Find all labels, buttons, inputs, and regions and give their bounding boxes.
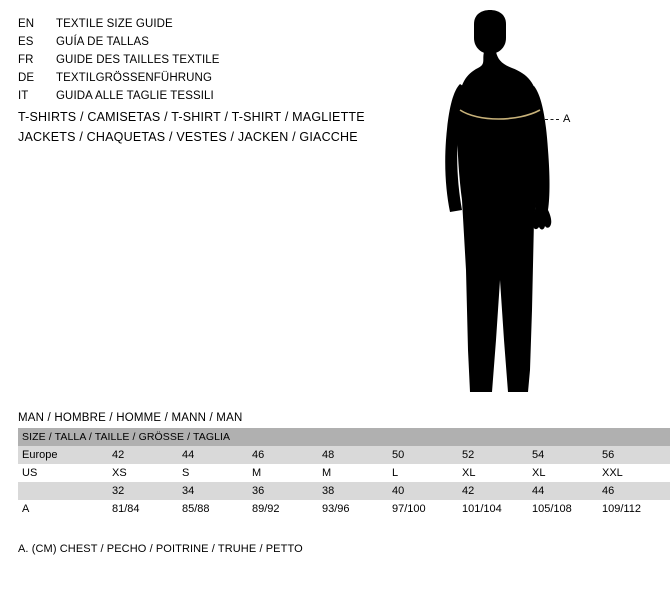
language-text: GUIDE DES TAILLES TEXTILE: [56, 54, 220, 66]
category-list: [18, 110, 438, 150]
table-row: [18, 446, 670, 464]
table-cell: M: [252, 467, 262, 479]
table-cell: 101/104: [462, 503, 502, 515]
footnote-chest-measure: A. (CM) CHEST / PECHO / POITRINE / TRUHE / PETTO: [18, 543, 303, 555]
table-header-row: [18, 428, 670, 446]
row-label: Europe: [22, 449, 58, 461]
table-header-cell: SIZE / TALLA / TAILLE / GRÖSSE / TAGLIA: [22, 431, 231, 443]
table-cell: 42: [462, 485, 475, 497]
language-code: FR: [18, 54, 34, 66]
language-row: [18, 72, 378, 90]
table-cell: XL: [532, 467, 546, 479]
language-code: EN: [18, 18, 35, 30]
category-tshirts: T-SHIRTS / CAMISETAS / T-SHIRT / T-SHIRT / MAGLIETTE: [18, 110, 365, 124]
language-code: ES: [18, 36, 34, 48]
table-cell: L: [392, 467, 399, 479]
language-text: TEXTILE SIZE GUIDE: [56, 18, 173, 30]
table-cell: 44: [182, 449, 195, 461]
table-cell: 44: [532, 485, 545, 497]
man-silhouette-figure: [400, 10, 600, 405]
table-cell: 109/112: [602, 503, 641, 515]
table-header-cell: [250, 428, 320, 446]
table-cell: 46: [252, 449, 265, 461]
size-table: [18, 428, 670, 518]
table-header-cell: [320, 428, 390, 446]
table-cell: 52: [462, 449, 475, 461]
silhouette-icon: [400, 10, 600, 405]
language-text: GUÍA DE TALLAS: [56, 36, 150, 48]
table-cell: 42: [112, 449, 125, 461]
language-code: IT: [18, 90, 29, 102]
table-cell: 85/88: [182, 503, 210, 515]
language-text: GUIDA ALLE TAGLIE TESSILI: [56, 90, 214, 102]
language-row: [18, 36, 378, 54]
table-cell: M: [322, 467, 332, 479]
table-cell: XL: [462, 467, 476, 479]
language-code: DE: [18, 72, 35, 84]
table-title: MAN / HOMBRE / HOMME / MANN / MAN: [18, 412, 243, 424]
row-label: [18, 482, 110, 500]
language-row: [18, 18, 378, 36]
category-jackets: JACKETS / CHAQUETAS / VESTES / JACKEN / GIACCHE: [18, 130, 358, 144]
table-cell: S: [182, 467, 190, 479]
table-cell: 46: [602, 485, 615, 497]
table-cell: 36: [252, 485, 265, 497]
row-label: A: [22, 503, 30, 515]
table-cell: 97/100: [392, 503, 426, 515]
table-row: [18, 500, 670, 518]
language-list: [18, 18, 378, 108]
table-cell: 56: [602, 449, 615, 461]
table-cell: 54: [532, 449, 545, 461]
table-cell: 50: [392, 449, 405, 461]
table-cell: 81/84: [112, 503, 140, 515]
table-header-cell: [600, 428, 670, 446]
table-cell: 105/108: [532, 503, 572, 515]
measure-leader-line: [545, 119, 559, 120]
table-cell: XXL: [602, 467, 623, 479]
table-row: [18, 464, 670, 482]
measure-label-a: A: [563, 113, 571, 125]
table-cell: 89/92: [252, 503, 280, 515]
table-cell: XS: [112, 467, 127, 479]
table-cell: 32: [112, 485, 125, 497]
table-cell: 93/96: [322, 503, 350, 515]
table-header-cell: [530, 428, 600, 446]
language-text: TEXTILGRÖSSENFÜHRUNG: [56, 72, 212, 84]
table-header-cell: [390, 428, 460, 446]
table-row: [18, 482, 670, 500]
table-cell: 38: [322, 485, 335, 497]
table-cell: 40: [392, 485, 405, 497]
language-row: [18, 90, 378, 108]
table-header-cell: [460, 428, 530, 446]
table-cell: 48: [322, 449, 335, 461]
language-row: [18, 54, 378, 72]
table-cell: 34: [182, 485, 195, 497]
row-label: US: [22, 467, 38, 479]
size-table-area: [18, 412, 641, 518]
